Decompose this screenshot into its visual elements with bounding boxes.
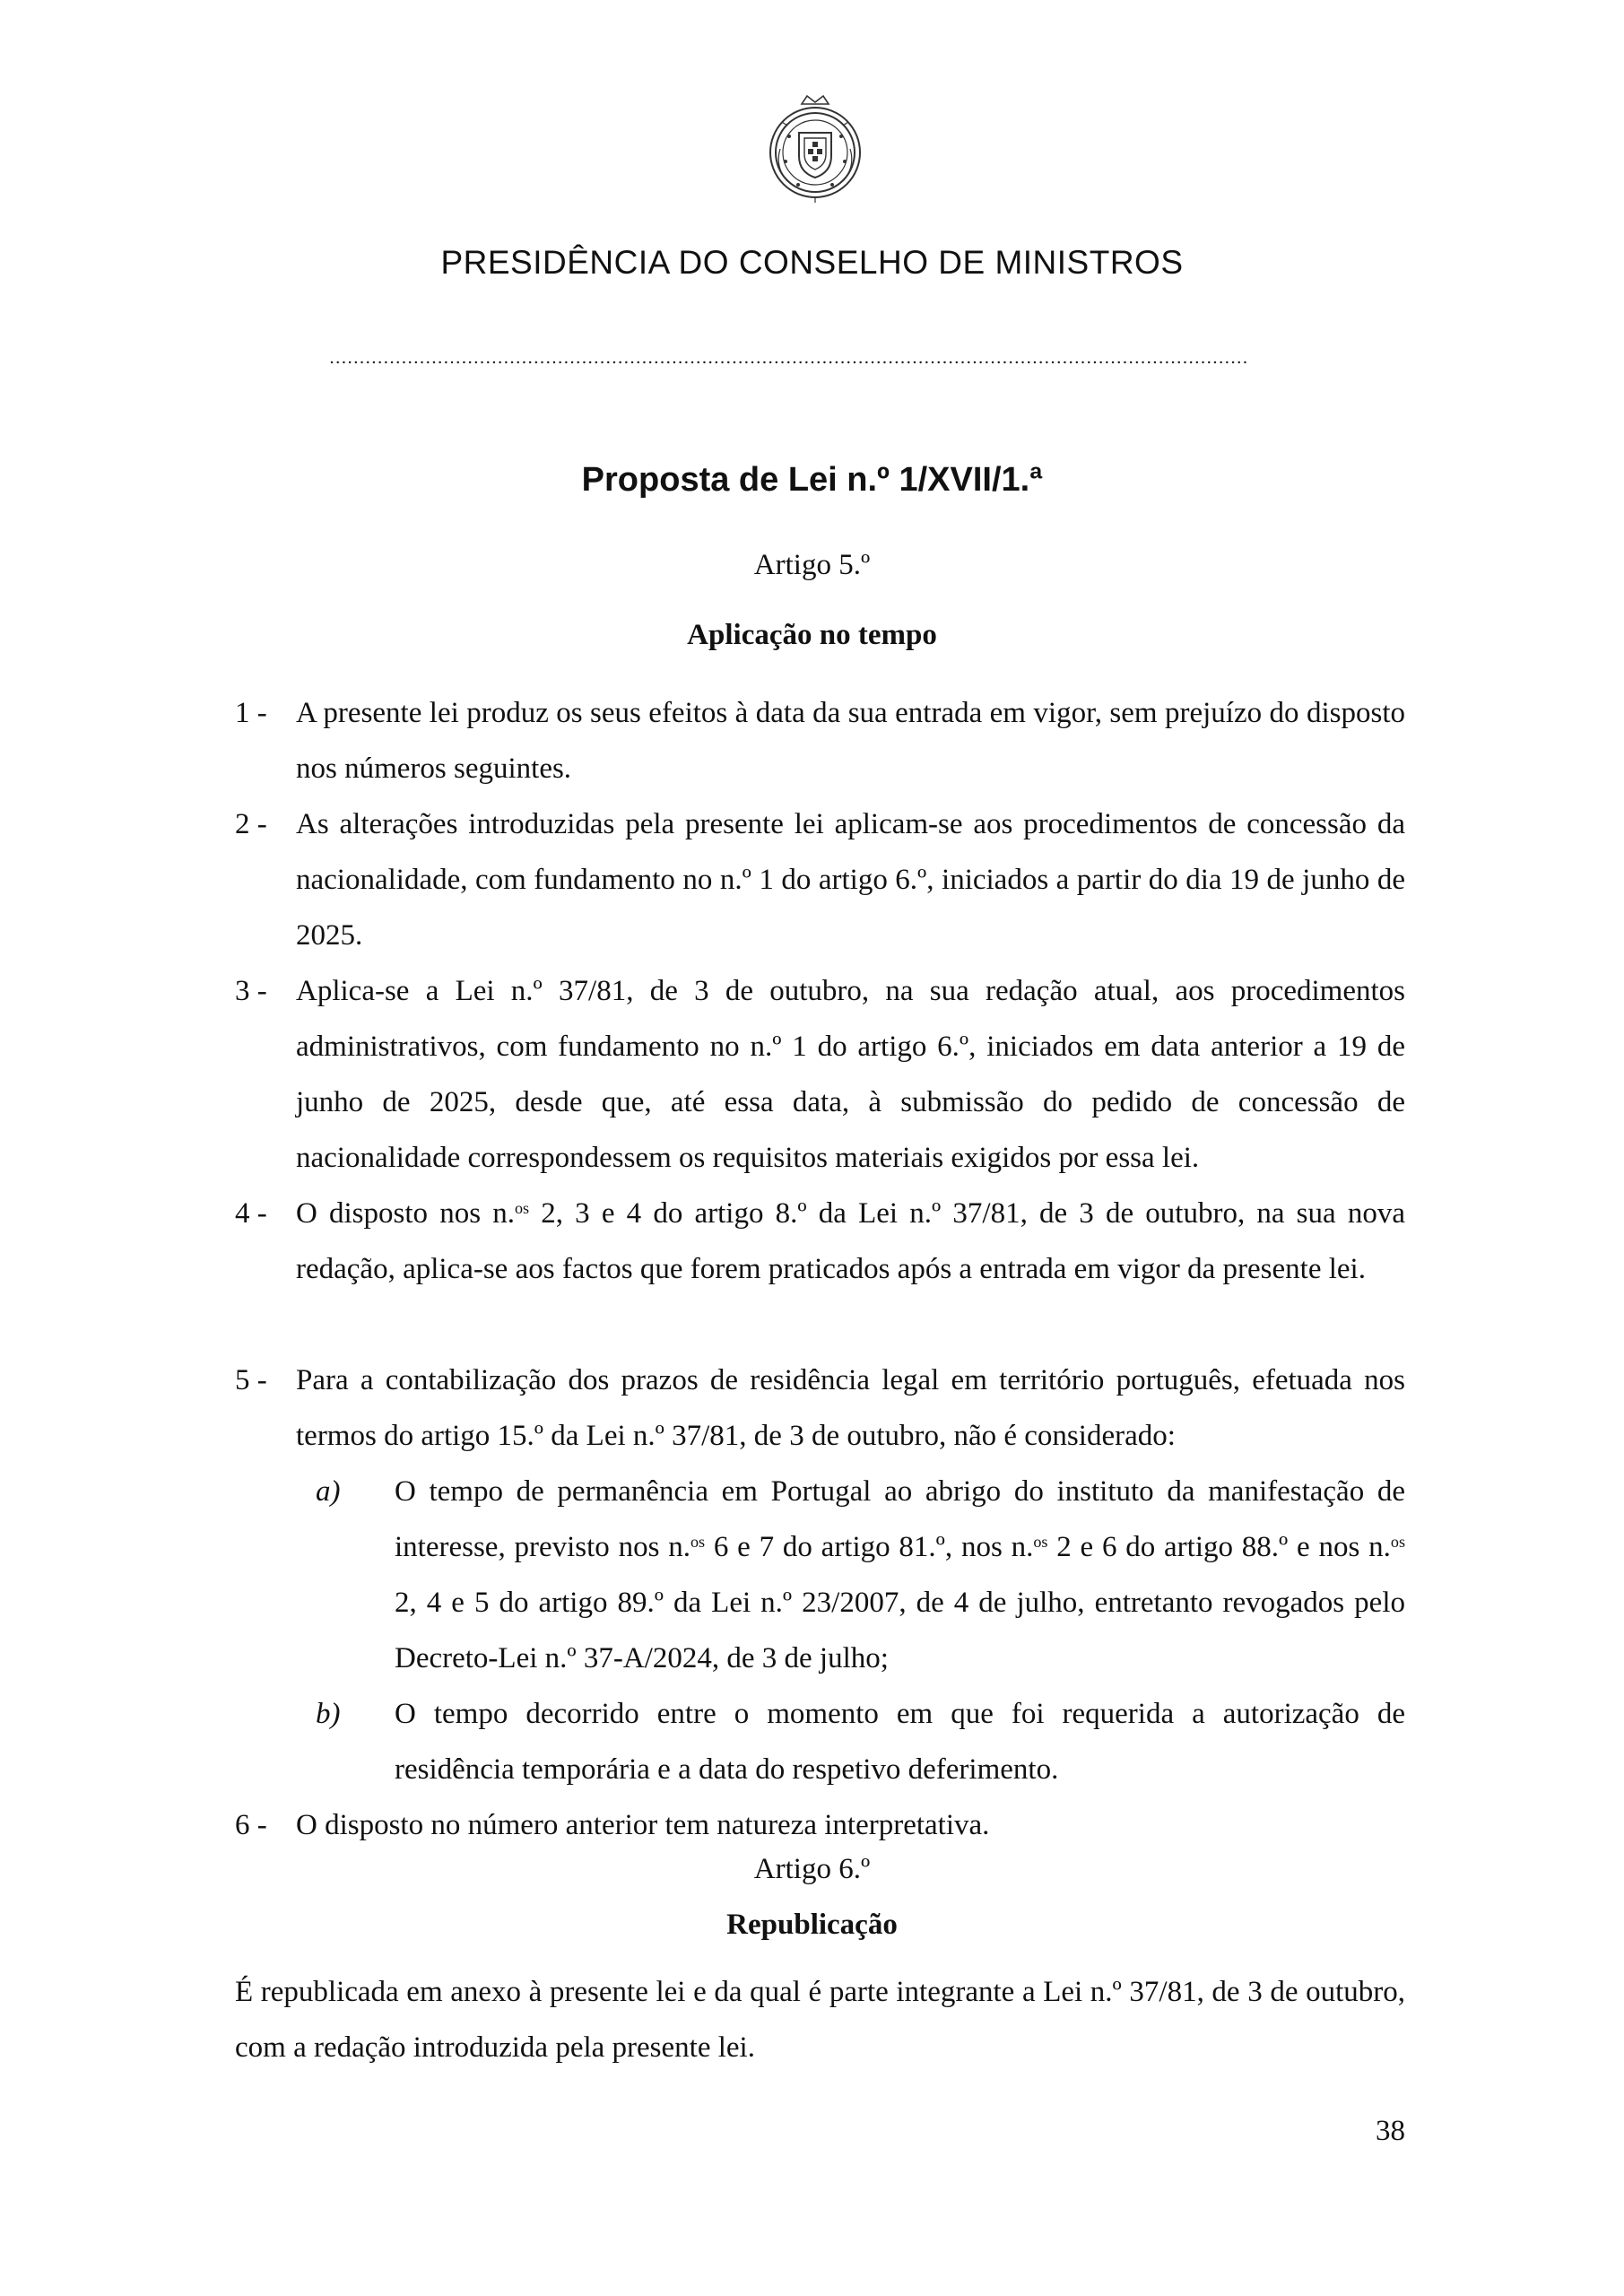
article-5-subitem-a xyxy=(316,1464,1405,1686)
subitem-text: O tempo de permanência em Portugal ao abrigo do instituto da manifestação de interesse, previsto nos n.$^{os}$ 6 e 7 do artigo 81.º, nos n.$^{os}$ 2 e 6 do artigo 88.º e nos n.$^{os}$ 2, 4 e 5 do artigo 89.º da Lei n.º 23/2007, de 4 de julho, entretanto revogados pelo Decreto-Lei n.º 37-A/2024, de 3 de julho; xyxy=(395,1475,1406,1674)
article-5-item-3 xyxy=(235,963,1405,1186)
article-6-title: Republicação xyxy=(726,1909,898,1941)
article-5-number: Artigo 5.º xyxy=(753,549,871,581)
item-text: A presente lei produz os seus efeitos à data da sua entrada em vigor, sem prejuízo do disposto nos números seguintes. xyxy=(296,697,1405,785)
item-text: Para a contabilização dos prazos de residência legal em território português, efetuada nos termos do artigo 15.º da Lei n.º 37/81, de 3 de outubro, não é considerado: xyxy=(296,1364,1405,1452)
subitem-text: O tempo decorrido entre o momento em que foi requerida a autorização de residência temporária e a data do respetivo deferimento. xyxy=(395,1698,1405,1786)
item-number: 6 - xyxy=(235,1809,267,1841)
subitem-letter: a) xyxy=(316,1475,341,1508)
item-text: O disposto nos n.$^{os}$ 2, 3 e 4 do artigo 8.º da Lei n.º 37/81, de 3 de outubro, na sua nova redação, aplica-se aos factos que forem praticados após a entrada em vigor da presente lei. xyxy=(296,1197,1405,1285)
item-number: 5 - xyxy=(235,1364,267,1396)
subitem-letter: b) xyxy=(316,1698,341,1730)
article-5-subitem-b xyxy=(316,1686,1405,1797)
item-number: 3 - xyxy=(235,975,267,1007)
article-5-item-5 xyxy=(235,1352,1405,1464)
article-5-item-6 xyxy=(235,1797,1405,1853)
article-6-body: É republicada em anexo à presente lei e da qual é parte integrante a Lei n.º 37/81, de 3 de outubro, com a redação introduzida pela presente lei. xyxy=(235,1976,1405,2064)
item-number: 4 - xyxy=(235,1197,267,1230)
item-number: 2 - xyxy=(235,808,267,840)
proposal-title: Proposta de Lei n.º 1/XVII/1.ª xyxy=(581,461,1043,499)
item-text: Aplica-se a Lei n.º 37/81, de 3 de outubro, na sua redação atual, aos procedimentos administrativos, com fundamento no n.º 1 do artigo 6.º, iniciados em data anterior a 19 de junho de 2025, desde que, até essa data, à submissão do pedido de concessão de nacionalidade correspondessem os requisitos materiais exigidos por essa lei. xyxy=(296,975,1405,1174)
item-text: O disposto no número anterior tem natureza interpretativa. xyxy=(296,1809,990,1841)
article-5-title: Aplicação no tempo xyxy=(687,619,937,651)
ministry-header: PRESIDÊNCIA DO CONSELHO DE MINISTROS xyxy=(440,244,1184,281)
coat-of-arms-seal xyxy=(762,90,868,206)
article-5-item-1 xyxy=(235,685,1405,796)
page-number: 38 xyxy=(1376,2115,1405,2147)
article-5-item-4 xyxy=(235,1186,1405,1297)
dotted-separator xyxy=(330,359,1249,366)
item-text: As alterações introduzidas pela presente lei aplicam-se aos procedimentos de concessão da nacionalidade, com fundamento no n.º 1 do artigo 6.º, iniciados a partir do dia 19 de junho de 2025. xyxy=(296,808,1405,952)
article-5-item-2 xyxy=(235,796,1405,963)
item-number: 1 - xyxy=(235,697,267,729)
article-6-number: Artigo 6.º xyxy=(753,1853,871,1885)
